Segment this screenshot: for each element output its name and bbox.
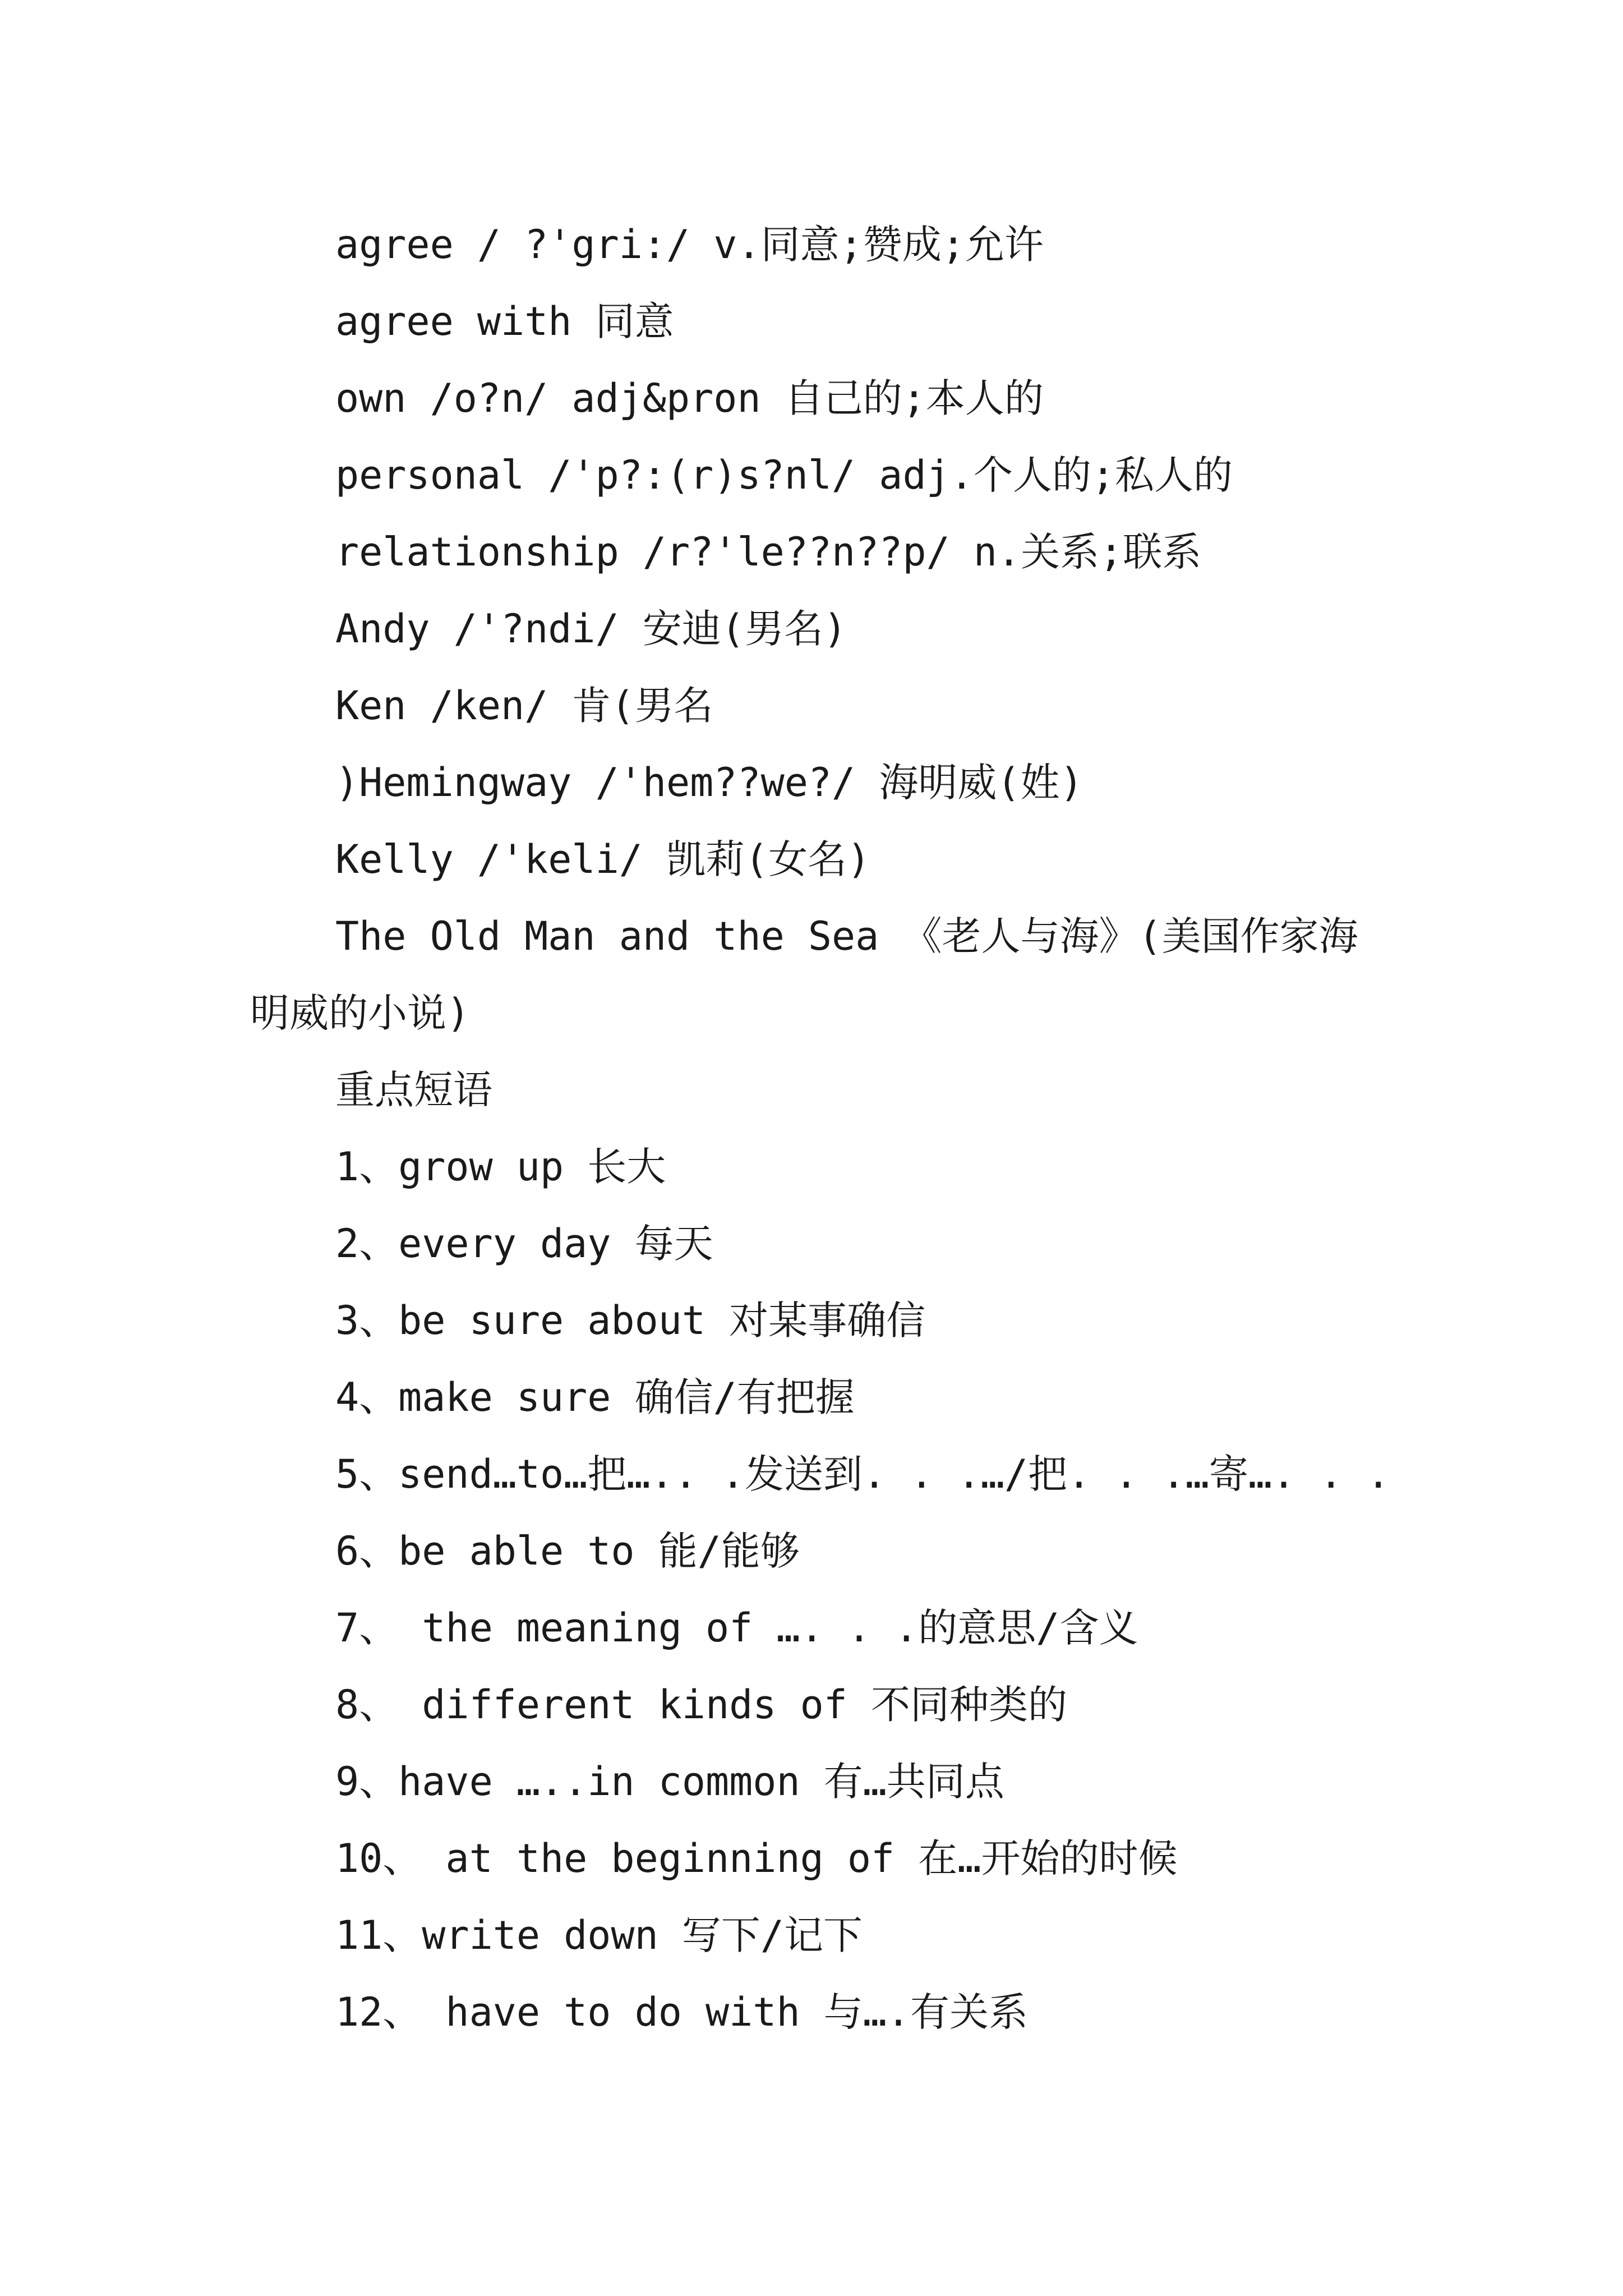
phrase-item: 4、make sure 确信/有把握 <box>335 1374 855 1420</box>
book-title-continuation: 明威的小说) <box>250 990 471 1036</box>
phrase-item: 10、 at the beginning of 在…开始的时候 <box>335 1835 1178 1881</box>
book-title-line: The Old Man and the Sea 《老人与海》(美国作家海 <box>335 913 1358 959</box>
phrase-item: 12、 have to do with 与….有关系 <box>335 1989 1029 2035</box>
vocab-line: Kelly /'keli/ 凯莉(女名) <box>335 836 871 882</box>
phrase-item: 5、send…to…把….. .发送到. . .…/把. . .…寄…. . . <box>335 1451 1390 1497</box>
vocab-line: Andy /'?ndi/ 安迪(男名) <box>335 606 847 652</box>
vocab-line: own /o?n/ adj&pron 自己的;本人的 <box>335 375 1044 421</box>
phrase-item: 8、 different kinds of 不同种类的 <box>335 1682 1068 1728</box>
vocab-line: agree / ?'gri:/ v.同意;赞成;允许 <box>335 222 1044 268</box>
phrase-item: 1、grow up 长大 <box>335 1144 666 1190</box>
phrase-item: 7、 the meaning of …. . .的意思/含义 <box>335 1605 1138 1651</box>
vocab-line: personal /'p?:(r)s?nl/ adj.个人的;私人的 <box>335 452 1233 498</box>
vocab-line: Ken /ken/ 肯(男名 <box>335 683 713 729</box>
phrase-item: 2、every day 每天 <box>335 1221 713 1267</box>
phrases-heading: 重点短语 <box>335 1067 492 1113</box>
vocab-line: agree with 同意 <box>335 298 674 344</box>
vocab-line: )Hemingway /'hem??we?/ 海明威(姓) <box>335 760 1083 806</box>
phrase-item: 11、write down 写下/记下 <box>335 1912 863 1958</box>
phrase-item: 9、have …..in common 有…共同点 <box>335 1759 1004 1805</box>
vocab-line: relationship /r?'le??n??p/ n.关系;联系 <box>335 529 1202 575</box>
document-body <box>250 206 1400 2051</box>
phrase-item: 6、be able to 能/能够 <box>335 1528 800 1574</box>
phrase-item: 3、be sure about 对某事确信 <box>335 1297 926 1343</box>
